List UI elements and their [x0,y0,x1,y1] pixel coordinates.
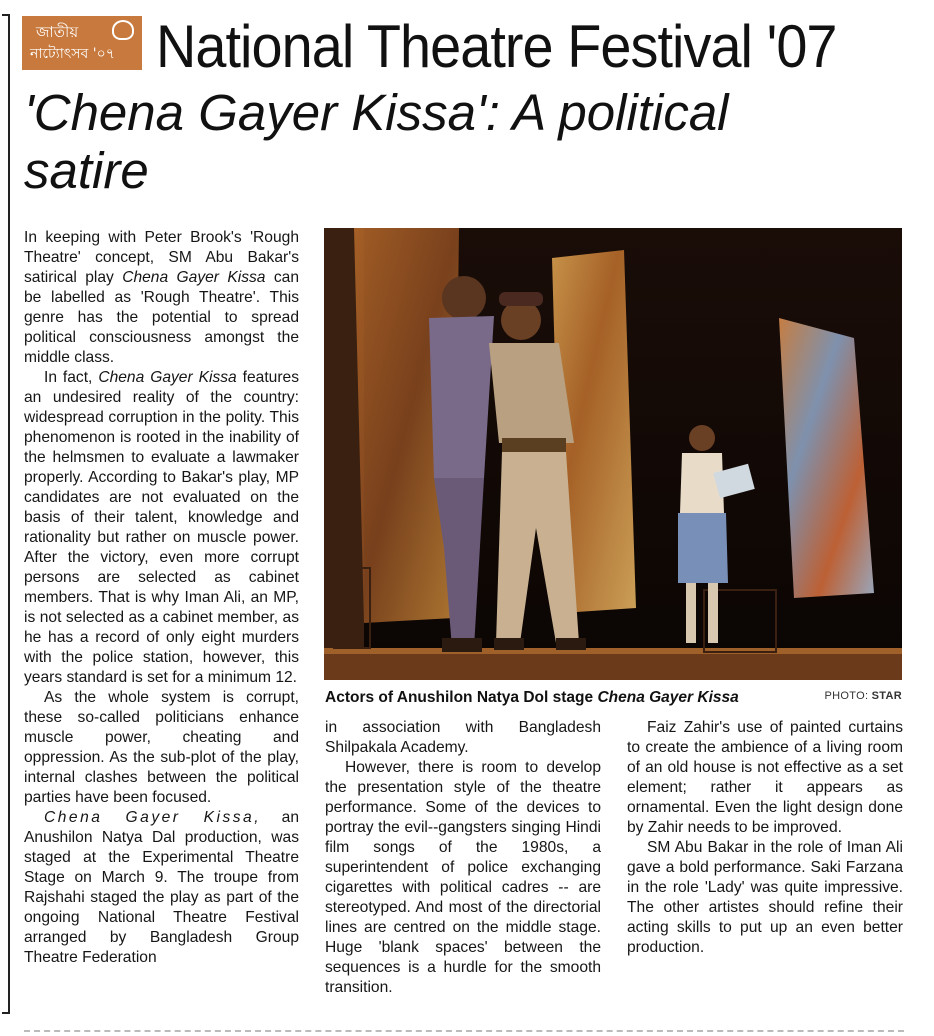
p1-play-title: Chena Gayer Kissa [122,269,266,286]
paragraph-4 [24,808,299,968]
bottom-dashed-rule [24,1030,904,1032]
caption-text: Actors of Anushilon Natya Dol stage [325,689,598,706]
logo-line-1: জাতীয় [36,23,79,41]
article-column-1 [24,228,299,968]
article-column-2 [325,718,601,998]
p1-text-a: In keeping with Peter Brook's 'Rough Theatre' concept, SM Abu Bakar's satirical play [24,229,299,286]
photo-credit [825,690,902,702]
p4-text: an Anushilon Natya Dal production, was staged at the Experimental Theatre Stage on March 9. The troupe from Rajshahi staged the play as part of the ongoing National Theatre Festival arranged by Bangladesh Group Theatre Federation [24,809,299,966]
paragraph-2 [24,368,299,688]
credit-label: PHOTO: [824,690,872,702]
rule-tick-bottom [2,1012,10,1014]
festival-logo [22,16,142,70]
section-kicker: National Theatre Festival '07 [156,13,837,80]
stage-photo-illustration [324,228,902,680]
credit-source: STAR [871,690,902,702]
paragraph-6: Faiz Zahir's use of painted curtains to create the ambience of a living room of an old house is not effective as a set element; rather it appears as ornamental. Even the light design done by Zahir needs to be improved. [627,719,903,836]
paragraph-7: SM Abu Bakar in the role of Iman Ali gave a bold performance. Saki Farzana in the role 'Lady' was quite impressive. The other artistes should refine their acting skills to put up an even better production. [627,839,903,956]
left-margin-rule [8,14,10,1014]
paragraph-4-continued: in association with Bangladesh Shilpakala Academy. [325,719,601,756]
rule-tick-top [2,14,10,16]
caption-play-title: Chena Gayer Kissa [597,689,739,706]
p2-text-b: features an undesired reality of the country: widespread corruption in the polity. This phenomenon is rooted in the inability of the helmsmen to evaluate a lawmaker properly. According to Bakar's play, MP candidates are not evaluated on the basis of their talent, knowledge and rationality but rather on muscle power. After the victory, even more corrupt persons are selected as cabinet members. That is why Iman Ali, an MP, is not selected as a cabinet member, as he has a record of only eight murders with the police station, however, this years standard is set for a minimum 12. [24,369,300,686]
photo-caption [325,689,739,707]
theatre-mask-icon [112,20,134,40]
p2-text-a: In fact, [44,369,99,386]
p4-play-title: Chena Gayer Kissa, [44,809,262,826]
paragraph-1 [24,228,299,368]
article-column-3 [627,718,903,958]
p2-play-title: Chena Gayer Kissa [98,369,237,386]
paragraph-3: As the whole system is corrupt, these so-called politicians enhance muscle power, cheating and oppression. As the sub-plot of the play, internal clashes between the political parties have been focused. [24,689,299,806]
headline: 'Chena Gayer Kissa': A political satire [24,84,729,199]
logo-line-2: নাট্যোৎসব '০৭ [30,46,115,62]
p1-text-b: can be labelled as 'Rough Theatre'. This genre has the potential to spread political consciousness amongst the middle class. [24,269,299,366]
paragraph-5: However, there is room to develop the presentation style of the theatre performance. Some of the devices to portray the evil--gangsters singing Hindi film songs of the 1980s, a superintendent of police exchanging cigarettes with political cadres -- are stereotyped. And most of the directorial lines are centred on the middle stage. Huge 'blank spaces' between the sequences is a hurdle for the smooth transition. [325,759,601,996]
stage-photo [324,228,902,680]
